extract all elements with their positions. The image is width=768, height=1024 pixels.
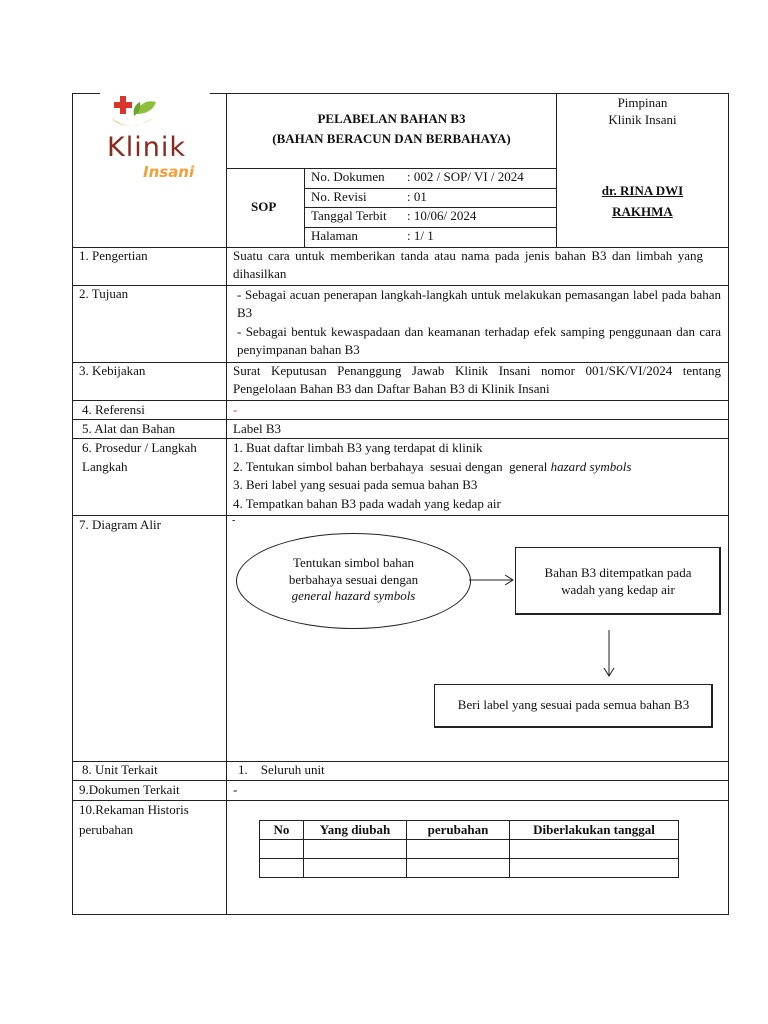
- diagram-dash: -: [232, 515, 236, 526]
- row-label-tujuan: 2. Tujuan: [79, 286, 129, 301]
- meta-value: : 01: [407, 189, 427, 204]
- flow-arrow-down: [602, 630, 616, 678]
- row-label-rekaman-2: perubahan: [79, 822, 134, 837]
- table-cell: [260, 840, 304, 859]
- row-label-pengertian: 1. Pengertian: [79, 248, 148, 263]
- row-text-unit: 1. Seluruh unit: [238, 762, 325, 777]
- signatory-name-line1: dr. RINA DWI: [601, 183, 684, 198]
- meta-label: No. Revisi: [311, 189, 367, 204]
- logo-wordmark: Klinik: [107, 132, 186, 163]
- procedure-step-2-text: 2. Tentukan simbol bahan berbahaya sesuai dengan general: [233, 459, 551, 474]
- row-label-unit: 8. Unit Terkait: [82, 762, 158, 777]
- table-cell: [304, 859, 407, 878]
- row-text-referensi: -: [233, 402, 238, 417]
- logo-subtitle: Insani: [143, 163, 195, 181]
- doc-title-line2: (BAHAN BERACUN DAN BERBAHAYA): [272, 131, 511, 146]
- procedure-step-2: [233, 458, 631, 476]
- signatory-name-line2: RAKHMA: [612, 204, 673, 219]
- leader-title-line1: Pimpinan: [617, 95, 668, 110]
- table-cell: [510, 859, 679, 878]
- row-label-referensi: 4. Referensi: [82, 402, 145, 417]
- border-bottom: [72, 914, 729, 915]
- procedure-step-2-italic: hazard symbols: [550, 459, 632, 474]
- leader-title-line2: Klinik Insani: [608, 112, 677, 127]
- flow-oval-line2: berbahaya sesuai dengan: [288, 572, 419, 587]
- flow-box-storage-line2: wadah yang kedap air: [561, 582, 675, 597]
- procedure-step-3: 3. Beri label yang sesuai pada semua bahan B3: [233, 477, 478, 492]
- col-header: perubahan: [407, 821, 510, 840]
- flow-oval-line1: Tentukan simbol bahan: [292, 555, 415, 570]
- flow-box-label-text: Beri label yang sesuai pada semua bahan B3: [457, 697, 690, 712]
- meta-label: Tanggal Terbit: [311, 208, 387, 223]
- table-cell: [260, 859, 304, 878]
- row-label-kebijakan: 3. Kebijakan: [79, 363, 146, 378]
- row-label-prosedur-1: 6. Prosedur / Langkah: [82, 440, 197, 455]
- table-cell: [407, 859, 510, 878]
- table-row: [260, 840, 679, 859]
- table-cell: [407, 840, 510, 859]
- sop-label: SOP: [251, 199, 277, 214]
- row-label-alat: 5. Alat dan Bahan: [82, 421, 176, 436]
- flow-oval-line3: general hazard symbols: [291, 588, 416, 603]
- meta-value: : 002 / SOP/ VI / 2024: [407, 169, 524, 184]
- flow-box-storage-line1: Bahan B3 ditempatkan pada: [544, 565, 692, 580]
- row-text-alat: Label B3: [233, 421, 282, 436]
- meta-value: : 1/ 1: [407, 228, 434, 243]
- procedure-step-4: 4. Tempatkan bahan B3 pada wadah yang kedap air: [233, 496, 501, 511]
- row-text-kebijakan: Surat Keputusan Penanggung Jawab Klinik Insani nomor 001/SK/VI/2024 tentang Pengelolaan Bahan B3 dan Daftar Bahan B3 di Klinik Insani: [233, 363, 721, 396]
- col-header: Diberlakukan tanggal: [510, 821, 679, 840]
- revision-history-table: [259, 820, 679, 878]
- meta-label: No. Dokumen: [311, 169, 385, 184]
- row-label-dokumen: 9.Dokumen Terkait: [79, 782, 180, 797]
- row-label-prosedur-2: Langkah: [82, 459, 128, 474]
- row-text-pengertian: Suatu cara untuk memberikan tanda atau nama pada jenis bahan B3 dan limbah yang dihasilkan: [233, 248, 703, 281]
- row-text-dokumen: -: [233, 782, 238, 797]
- table-cell: [510, 840, 679, 859]
- row-label-diagram: 7. Diagram Alir: [79, 517, 161, 532]
- row-line: [72, 400, 729, 401]
- clinic-logo: [100, 92, 210, 188]
- col-header: No: [260, 821, 304, 840]
- border-right: [728, 93, 729, 915]
- row-line: [72, 515, 729, 516]
- medical-cross-leaf-icon: [106, 94, 162, 134]
- table-row: [260, 859, 679, 878]
- row-line: [72, 761, 729, 762]
- table-cell: [304, 840, 407, 859]
- doc-title-line1: PELABELAN BAHAN B3: [317, 111, 466, 126]
- row-label-rekaman-1: 10.Rekaman Historis: [79, 802, 189, 817]
- row-text-tujuan-1: - Sebagai acuan penerapan langkah-langkah untuk melakukan pemasangan label pada bahan B3: [237, 287, 721, 320]
- col-header: Yang diubah: [304, 821, 407, 840]
- table-header-row: [260, 821, 679, 840]
- meta-value: : 10/06/ 2024: [407, 208, 477, 223]
- col-divider: [226, 93, 227, 915]
- flow-arrow-right: [469, 573, 515, 587]
- border-left: [72, 93, 73, 915]
- procedure-step-1: 1. Buat daftar limbah B3 yang terdapat di klinik: [233, 440, 483, 455]
- row-text-tujuan-2: - Sebagai bentuk kewaspadaan dan keamanan terhadap efek samping penggunaan dan cara penyimpanan bahan B3: [237, 324, 721, 357]
- meta-label: Halaman: [311, 228, 358, 243]
